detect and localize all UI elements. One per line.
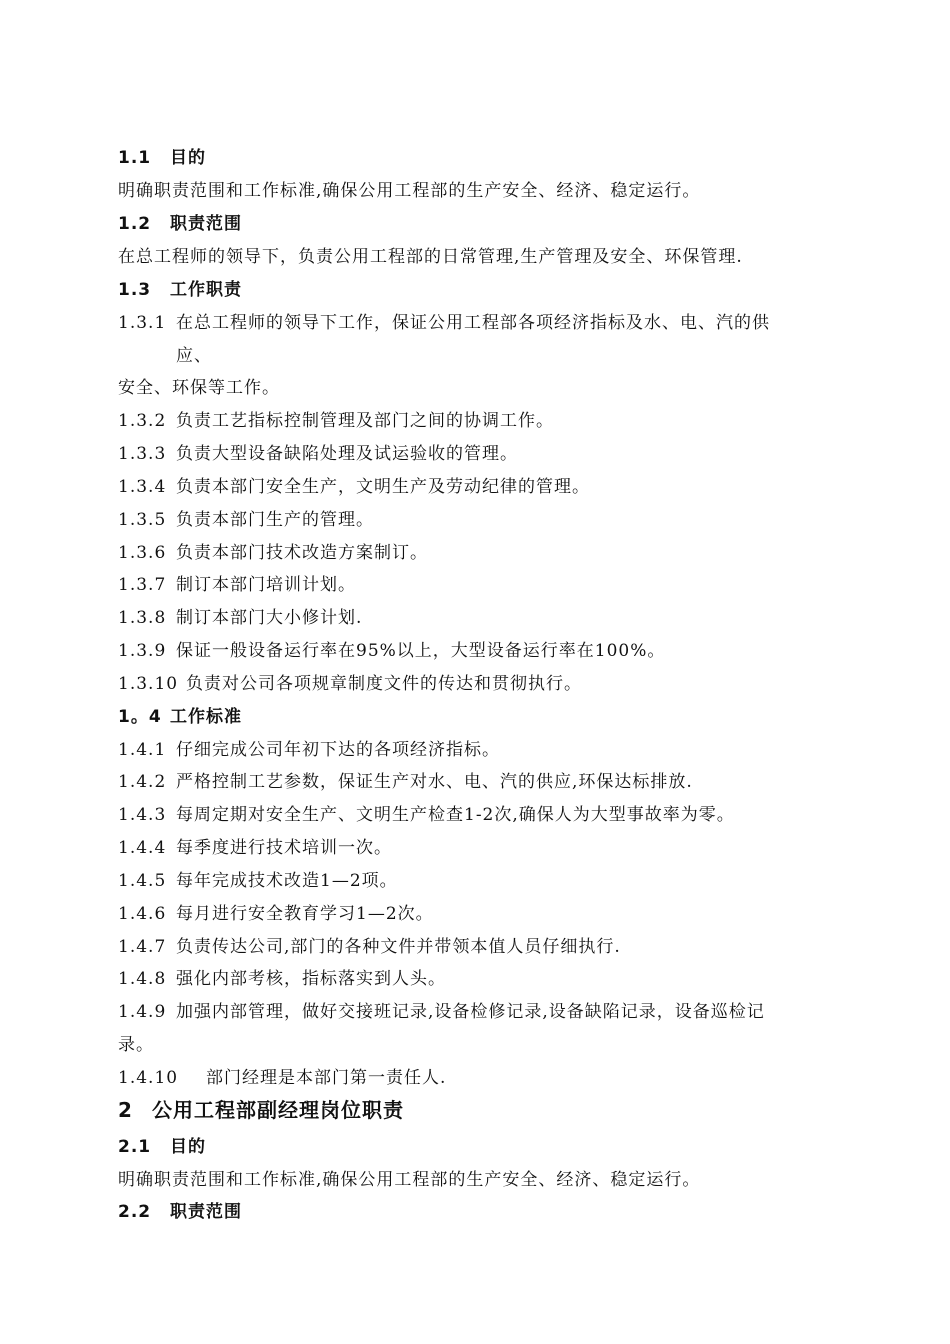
paragraph-1-1: 明确职责范围和工作标准,确保公用工程部的生产安全、经济、稳定运行。 xyxy=(118,181,701,201)
list-item-continuation: 安全、环保等工作。 xyxy=(118,378,280,398)
list-item: 1.3.6 负责本部门技术改造方案制订。 xyxy=(118,543,428,563)
list-item: 1.3.7 制订本部门培训计划。 xyxy=(118,575,356,595)
list-item: 1.3.5 负责本部门生产的管理。 xyxy=(118,510,374,530)
list-item: 1.3.1 在总工程师的领导下工作，保证公用工程部各项经济指标及水、电、汽的供 xyxy=(118,313,770,333)
section-heading-2-1: 2.1 目的 xyxy=(118,1137,206,1157)
list-item: 1.4.3 每周定期对安全生产、文明生产检查1-2次,确保人为大型事故率为零。 xyxy=(118,805,735,825)
section-heading-1-4: 1。4 工作标准 xyxy=(118,707,242,727)
list-item-continuation: 录。 xyxy=(118,1035,154,1055)
list-item: 1.3.3 负责大型设备缺陷处理及试运验收的管理。 xyxy=(118,444,518,464)
list-item: 1.4.1 仔细完成公司年初下达的各项经济指标。 xyxy=(118,740,500,760)
list-item: 1.4.5 每年完成技术改造1—2项。 xyxy=(118,871,398,891)
list-item: 1.3.9 保证一般设备运行率在95%以上，大型设备运行率在100%。 xyxy=(118,641,666,661)
list-item: 1.3.10 负责对公司各项规章制度文件的传达和贯彻执行。 xyxy=(118,674,582,694)
list-item: 1.4.2 严格控制工艺参数，保证生产对水、电、汽的供应,环保达标排放. xyxy=(118,772,693,792)
paragraph-2-1: 明确职责范围和工作标准,确保公用工程部的生产安全、经济、稳定运行。 xyxy=(118,1170,701,1190)
chapter-heading-2: 2 公用工程部副经理岗位职责 xyxy=(118,1098,404,1122)
list-item: 1.4.4 每季度进行技术培训一次。 xyxy=(118,838,392,858)
list-item: 1.3.2 负责工艺指标控制管理及部门之间的协调工作。 xyxy=(118,411,554,431)
section-heading-2-2: 2.2 职责范围 xyxy=(118,1202,242,1222)
section-heading-1-1: 1.1 目的 xyxy=(118,148,206,168)
section-heading-1-2: 1.2 职责范围 xyxy=(118,214,242,234)
list-item: 1.3.4 负责本部门安全生产，文明生产及劳动纪律的管理。 xyxy=(118,477,590,497)
section-heading-1-3: 1.3 工作职责 xyxy=(118,280,242,300)
list-item: 1.4.8 强化内部考核，指标落实到人头。 xyxy=(118,969,446,989)
list-item: 1.4.7 负责传达公司,部门的各种文件并带领本值人员仔细执行. xyxy=(118,937,621,957)
list-item-continuation: 应、 xyxy=(176,346,212,366)
list-item: 1.3.8 制订本部门大小修计划. xyxy=(118,608,363,628)
paragraph-1-2: 在总工程师的领导下，负责公用工程部的日常管理,生产管理及安全、环保管理. xyxy=(118,247,743,267)
list-item: 1.4.9 加强内部管理，做好交接班记录,设备检修记录,设备缺陷记录，设备巡检记 xyxy=(118,1002,765,1022)
list-item: 1.4.10 部门经理是本部门第一责任人. xyxy=(118,1068,447,1088)
list-item: 1.4.6 每月进行安全教育学习1—2次。 xyxy=(118,904,434,924)
